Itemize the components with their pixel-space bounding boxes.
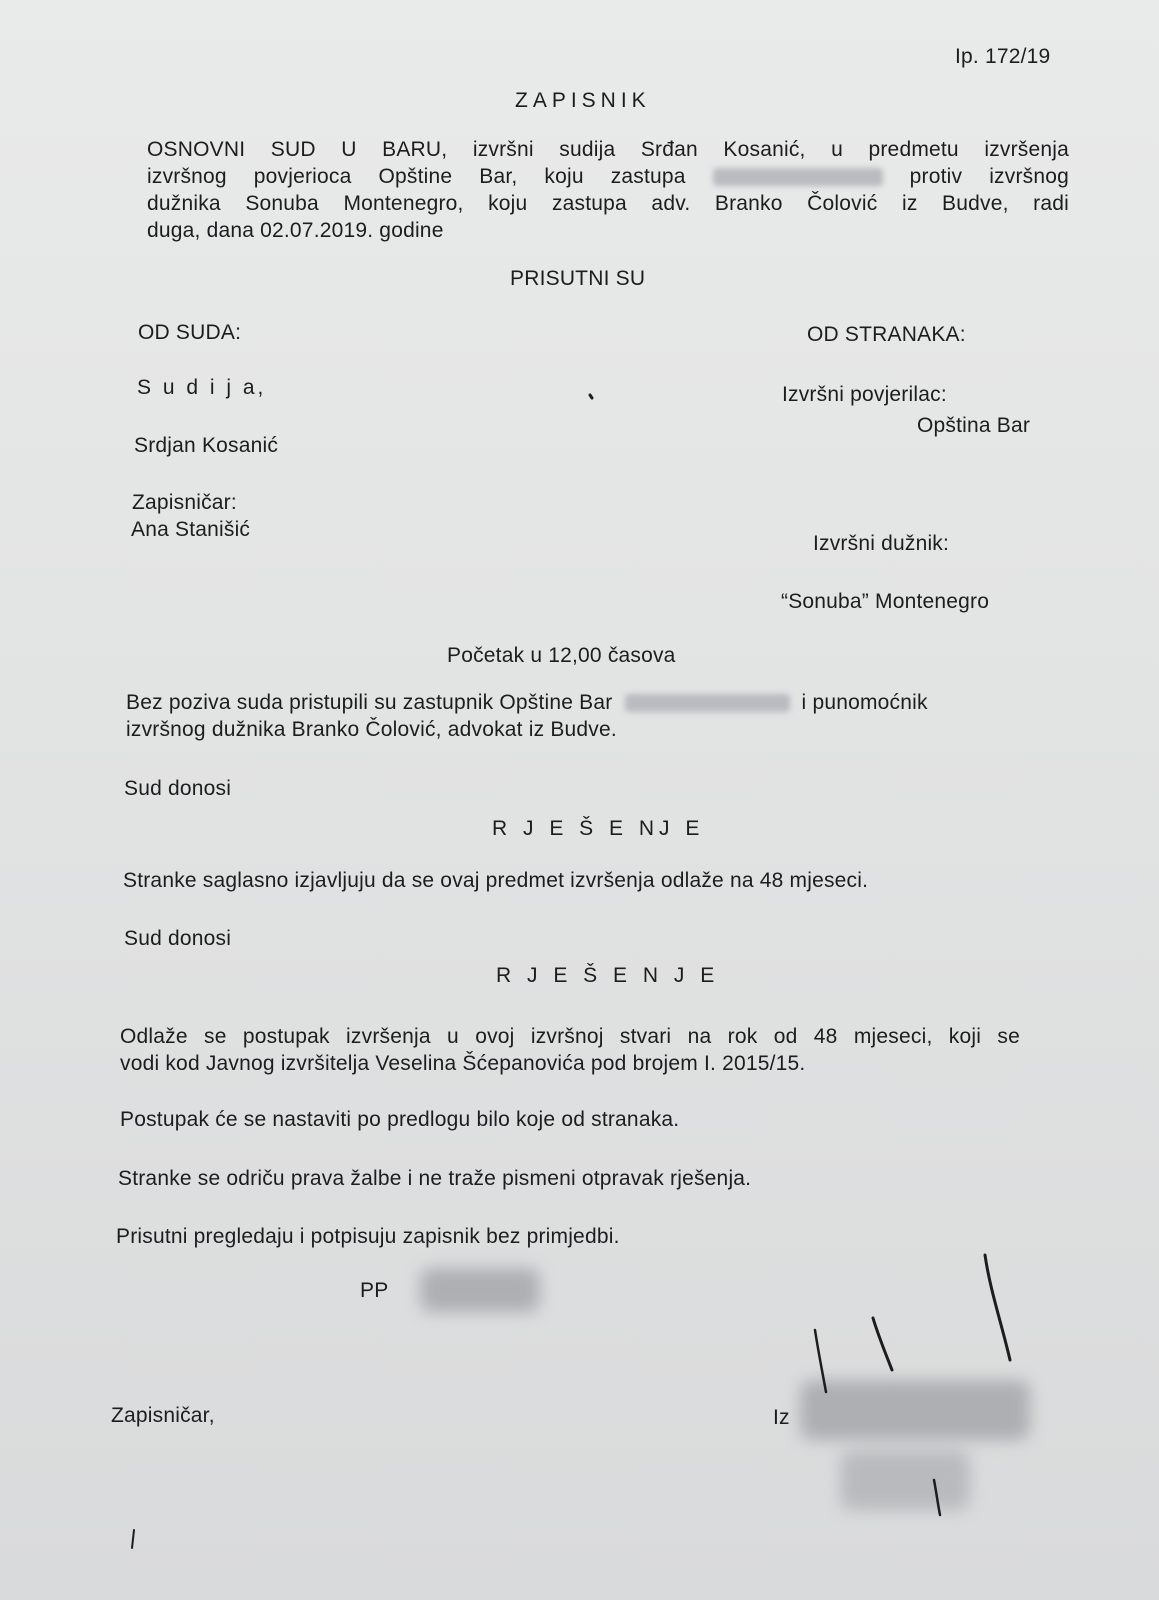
attendance-line: [126, 689, 1046, 716]
parties-heading: OD STRANAKA:: [807, 323, 966, 346]
case-number: Ip. 172/19: [955, 45, 1051, 68]
debtor-label: Izvršni dužnik:: [813, 532, 950, 555]
attendance-line-part: i punomoćnik: [801, 691, 928, 714]
attendance-paragraph: [126, 689, 1046, 743]
attendance-line: izvršnog dužnika Branko Čolović, advokat iz Budve.: [126, 718, 617, 741]
decision-line: vodi kod Javnog izvršitelja Veselina Šćepanovića pod brojem I. 2015/15.: [120, 1052, 806, 1075]
redacted-name: [625, 694, 790, 712]
clerk-name: Ana Stanišić: [131, 518, 251, 541]
redacted-signature: [840, 1450, 970, 1510]
redacted-name: [713, 168, 883, 186]
closing-paragraph: Stranke se odriču prava žalbe i ne traže pismeni otpravak rješenja.: [118, 1167, 752, 1190]
judge-name: Srdjan Kosanić: [134, 434, 279, 457]
intro-line-part: protiv izvršnog: [909, 165, 1069, 188]
decision-paragraph: [120, 1023, 1020, 1077]
present-heading: PRISUTNI SU: [510, 267, 646, 290]
right-signature-label: Iz: [773, 1406, 790, 1429]
clerk-label: Zapisničar:: [132, 491, 237, 514]
pp-label: PP: [360, 1279, 389, 1302]
intro-paragraph: [147, 136, 1069, 244]
decision-line: Odlaže se postupak izvršenja u ovoj izvršnoj stvari na rok od 48 mjeseci, koji se: [120, 1025, 1020, 1048]
court-heading: OD SUDA:: [138, 321, 242, 344]
creditor-name: Opština Bar: [917, 414, 1031, 437]
decision-intro: Sud donosi: [124, 927, 232, 950]
closing-paragraph: Prisutni pregledaju i potpisuju zapisnik bez primjedbi.: [116, 1225, 620, 1248]
intro-line: duga, dana 02.07.2019. godine: [147, 219, 444, 242]
decision-intro: Sud donosi: [124, 777, 232, 800]
intro-line: [147, 163, 1069, 190]
decision-heading: R J E Š E N J E: [496, 964, 720, 987]
intro-line-part: izvršnog povjerioca Opštine Bar, koju zastupa: [147, 165, 686, 188]
redacted-signature: [420, 1268, 540, 1312]
redacted-signature: [800, 1380, 1030, 1440]
judge-label: S u d i j a,: [137, 376, 267, 399]
decision-heading: R J E Š E NJ E: [492, 817, 705, 840]
debtor-name: “Sonuba” Montenegro: [781, 590, 990, 613]
creditor-label: Izvršni povjerilac:: [782, 383, 947, 406]
closing-paragraph: Postupak će se nastaviti po predlogu bilo koje od stranaka.: [120, 1108, 680, 1131]
clerk-signature-label: Zapisničar,: [111, 1404, 215, 1427]
attendance-line-part: Bez poziva suda pristupili su zastupnik Opštine Bar: [126, 691, 613, 714]
start-time: Početak u 12,00 časova: [447, 644, 676, 667]
intro-line: OSNOVNI SUD U BARU, izvršni sudija Srđan Kosanić, u predmetu izvršenja: [147, 138, 1069, 161]
decision-text: Stranke saglasno izjavljuju da se ovaj predmet izvršenja odlaže na 48 mjeseci.: [123, 869, 869, 892]
document-title: ZAPISNIK: [515, 89, 651, 112]
intro-line: dužnika Sonuba Montenegro, koju zastupa adv. Branko Čolović iz Budve, radi: [147, 192, 1069, 215]
